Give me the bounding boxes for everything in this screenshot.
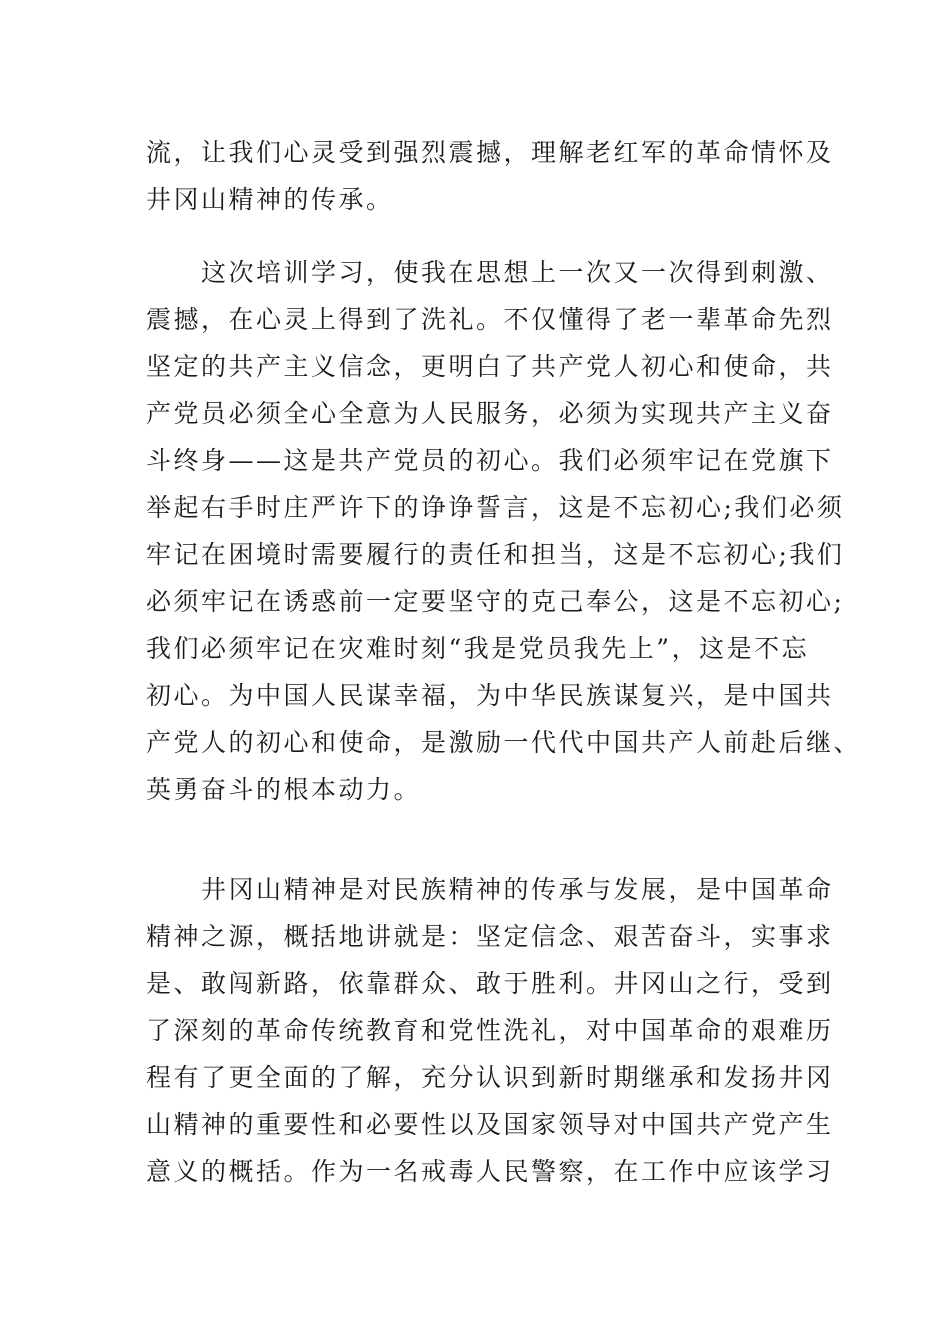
text-line: 举起右手时庄严许下的诤诤誓言，这是不忘初心;我们必须 <box>146 493 845 522</box>
text-line: 程有了更全面的了解，充分认识到新时期继承和发扬井冈 <box>146 1063 834 1092</box>
text-line: 我们必须牢记在灾难时刻“我是党员我先上”，这是不忘 <box>146 634 810 663</box>
text-line: 了深刻的革命传统教育和党性洗礼，对中国革命的艰难历 <box>146 1016 834 1045</box>
text-line: 山精神的重要性和必要性以及国家领导对中国共产党产生 <box>146 1110 834 1139</box>
text-line: 产党员必须全心全意为人民服务，必须为实现共产主义奋 <box>146 399 834 428</box>
text-line: 初心。为中国人民谋幸福，为中华民族谋复兴，是中国共 <box>146 681 834 710</box>
text-line: 斗终身——这是共产党员的初心。我们必须牢记在党旗下 <box>146 446 834 475</box>
text-line: 坚定的共产主义信念，更明白了共产党人初心和使命，共 <box>146 352 834 381</box>
paragraph-continuation <box>146 129 834 223</box>
text-line: 这次培训学习，使我在思想上一次又一次得到刺激、 <box>201 258 834 287</box>
paragraph-training <box>146 249 862 813</box>
text-line: 英勇奋斗的根本动力。 <box>146 775 422 804</box>
text-line: 井冈山精神的传承。 <box>146 185 394 214</box>
text-line: 是、敢闯新路，依靠群众、敢于胜利。井冈山之行，受到 <box>146 969 834 998</box>
paragraph-jinggangshan-spirit <box>146 866 834 1195</box>
text-line: 精神之源，概括地讲就是：坚定信念、艰苦奋斗，实事求 <box>146 922 834 951</box>
text-line: 流，让我们心灵受到强烈震撼，理解老红军的革命情怀及 <box>146 138 834 167</box>
text-line: 意义的概括。作为一名戒毒人民警察，在工作中应该学习 <box>146 1157 834 1186</box>
text-line: 产党人的初心和使命，是激励一代代中国共产人前赴后继、 <box>146 728 862 757</box>
text-line: 震撼，在心灵上得到了洗礼。不仅懂得了老一辈革命先烈 <box>146 305 834 334</box>
text-line: 必须牢记在诱惑前一定要坚守的克己奉公，这是不忘初心; <box>146 587 845 616</box>
text-line: 牢记在困境时需要履行的责任和担当，这是不忘初心;我们 <box>146 540 845 569</box>
text-line: 井冈山精神是对民族精神的传承与发展，是中国革命 <box>201 875 834 904</box>
